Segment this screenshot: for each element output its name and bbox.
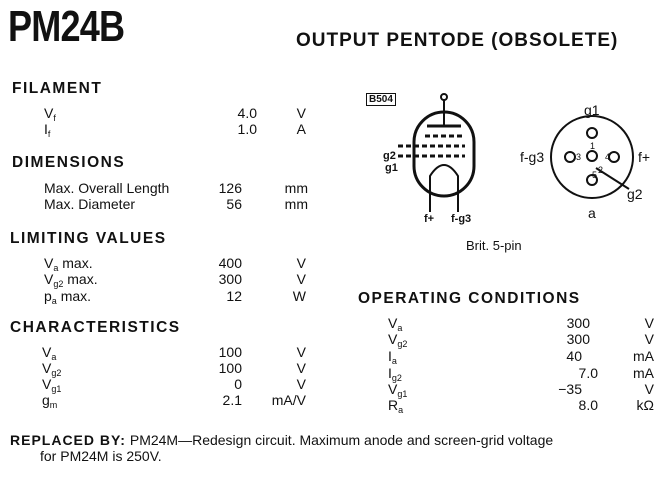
valve-type-title: PM24B: [8, 2, 125, 51]
symbol: V: [388, 315, 398, 331]
symbol: V: [42, 360, 52, 376]
value: 100: [218, 344, 242, 360]
value: 100: [218, 360, 242, 376]
unit: V: [644, 381, 654, 397]
suffix: max.: [56, 288, 92, 304]
pin-top-label: g1: [584, 102, 600, 118]
symbol: g: [42, 392, 50, 408]
unit: mm: [284, 180, 308, 196]
subscript: f: [53, 113, 56, 123]
subscript: a: [398, 405, 404, 415]
unit: V: [644, 315, 654, 331]
unit: V: [296, 360, 306, 376]
value: 400: [218, 255, 242, 271]
subscript: g2: [51, 368, 62, 378]
pin-bottom-label: a: [588, 205, 596, 221]
symbol: R: [388, 397, 399, 413]
grid2-label: g2: [383, 150, 396, 162]
subscript: a: [51, 296, 57, 306]
filament-heading: FILAMENT: [12, 80, 103, 97]
unit: kΩ: [636, 397, 654, 413]
characteristics-heading: CHARACTERISTICS: [10, 319, 181, 336]
filament-plus-label: f+: [424, 213, 435, 225]
pin-number-1: 1: [590, 141, 596, 151]
symbol: V: [42, 376, 52, 392]
value: 40: [566, 348, 582, 364]
symbol: V: [44, 271, 54, 287]
pin-number-5: 5: [592, 170, 598, 180]
replaced-by-text-continued: for PM24M is 250V.: [40, 448, 162, 464]
value: 300: [566, 315, 590, 331]
unit: W: [292, 288, 306, 304]
grid1-label: g1: [385, 162, 398, 174]
unit: mA: [633, 348, 654, 364]
value: 12: [226, 288, 242, 304]
value: 126: [218, 180, 242, 196]
subscript: g2: [391, 373, 402, 383]
unit: V: [296, 271, 306, 287]
subscript: g1: [51, 384, 62, 394]
subscript: a: [391, 356, 397, 366]
value: 7.0: [578, 365, 598, 381]
subscript: f: [47, 129, 51, 139]
symbol: V: [44, 255, 54, 271]
pin-1: [587, 128, 597, 138]
unit: mm: [284, 196, 308, 212]
filament-minus-grid3-label: f-g3: [451, 213, 472, 225]
value: 56: [226, 196, 242, 212]
value: 8.0: [578, 397, 598, 413]
label: Max. Overall Length: [44, 180, 170, 196]
value: 0: [234, 376, 242, 392]
symbol: V: [388, 381, 398, 397]
pin-number-4: 4: [605, 152, 611, 162]
unit: V: [296, 344, 306, 360]
subscript: a: [51, 352, 57, 362]
unit: V: [296, 105, 306, 121]
filament-symbol: [430, 165, 458, 196]
suffix: max.: [58, 255, 93, 271]
unit: V: [644, 331, 654, 347]
valve-description: OUTPUT PENTODE (OBSOLETE): [296, 30, 619, 51]
unit: A: [296, 121, 306, 137]
subscript: m: [49, 400, 58, 410]
unit: mA/V: [271, 392, 306, 408]
replacement-note: [10, 432, 553, 464]
symbol: p: [44, 288, 52, 304]
value: −35: [558, 381, 582, 397]
pin-left-label: f-g3: [520, 149, 545, 165]
label: Max. Diameter: [44, 196, 136, 212]
value: 300: [218, 271, 242, 287]
replaced-by-label: REPLACED BY:: [10, 432, 126, 448]
symbol: V: [42, 344, 52, 360]
subscript: g2: [397, 339, 408, 349]
value: 1.0: [237, 121, 257, 137]
value: 300: [566, 331, 590, 347]
subscript: g2: [53, 279, 64, 289]
unit: V: [296, 376, 306, 392]
pin-right-label: f+: [638, 149, 651, 165]
pin-number-2: 2: [598, 165, 604, 175]
pin-2: [587, 151, 597, 161]
pin-number-3: 3: [576, 152, 582, 162]
symbol: V: [44, 105, 54, 121]
base-code-box: B504: [366, 93, 396, 106]
replaced-by-text: PM24M—Redesign circuit. Maximum anode and screen-grid voltage: [125, 432, 554, 448]
subscript: g1: [397, 389, 408, 399]
operating-heading: OPERATING CONDITIONS: [358, 290, 581, 307]
unit: V: [296, 255, 306, 271]
anode-terminal: [441, 94, 447, 100]
symbol: I: [388, 348, 392, 364]
pin-3: [565, 152, 575, 162]
pin-lower-right-label: g2: [627, 186, 643, 202]
subscript: a: [53, 263, 59, 273]
subscript: a: [397, 323, 403, 333]
unit: mA: [633, 365, 654, 381]
pin-4: [609, 152, 619, 162]
symbol: V: [388, 331, 398, 347]
limiting-heading: LIMITING VALUES: [10, 230, 167, 247]
symbol: I: [388, 365, 392, 381]
value: 2.1: [222, 392, 242, 408]
value: 4.0: [237, 105, 257, 121]
suffix: max.: [63, 271, 98, 287]
base-type-label: Brit. 5-pin: [466, 238, 522, 253]
symbol: I: [44, 121, 48, 137]
dimensions-heading: DIMENSIONS: [12, 154, 126, 171]
valve-symbol-diagram: [380, 88, 490, 233]
